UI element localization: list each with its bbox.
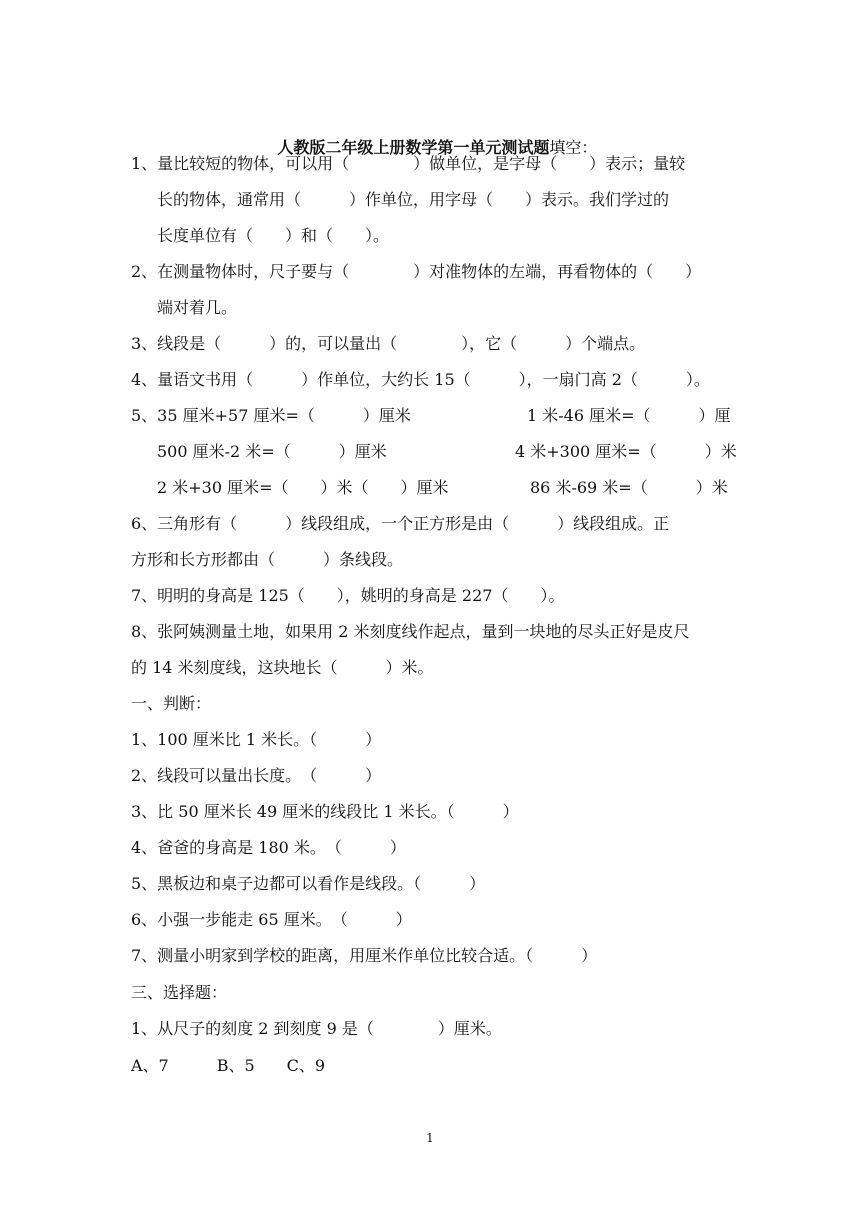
judge-item: 5、黑板边和桌子边都可以看作是线段。（ ） bbox=[131, 874, 486, 893]
calc-right: 86 米-69 米=（ ）米 bbox=[530, 478, 728, 497]
judge-item: 3、比 50 厘米长 49 厘米的线段比 1 米长。（ ） bbox=[131, 802, 519, 821]
judge-item: 1、100 厘米比 1 米长。（ ） bbox=[131, 730, 382, 749]
title-bold-text: 人教版二年级上册数学第一单元测试题 bbox=[277, 138, 550, 157]
question-line: 方形和长方形都由（ ）条线段。 bbox=[131, 550, 404, 569]
question-line: 6、三角形有（ ）线段组成，一个正方形是由（ ）线段组成。正 bbox=[131, 514, 670, 533]
judge-item: 7、测量小明家到学校的距离，用厘米作单位比较合适。（ ） bbox=[131, 946, 598, 965]
choice-options: A、7 B、5 C、9 bbox=[131, 1056, 326, 1075]
title-section-label: 填空： bbox=[549, 138, 598, 157]
calc-left: 2 米+30 厘米=（ ）米（ ）厘米 bbox=[157, 478, 449, 497]
calc-right: 4 米+300 厘米=（ ）米 bbox=[515, 442, 737, 461]
question-line: 的 14 米刻度线，这块地长（ ）米。 bbox=[131, 658, 434, 677]
question-line: 1、量比较短的物体，可以用（ ）做单位，是字母（ ）表示；量较 bbox=[131, 154, 686, 173]
calc-left: 5、35 厘米+57 厘米=（ ）厘米 bbox=[131, 406, 411, 425]
question-line: 2、在测量物体时，尺子要与（ ）对准物体的左端，再看物体的（ ） bbox=[131, 262, 702, 281]
question-line: 长度单位有（ ）和（ ）。 bbox=[157, 226, 390, 245]
page-number: 1 bbox=[426, 1131, 434, 1145]
question-line: 8、张阿姨测量土地，如果用 2 米刻度线作起点，量到一块地的尽头正好是皮尺 bbox=[131, 622, 690, 641]
choice-item: 1、从尺子的刻度 2 到刻度 9 是（ ）厘米。 bbox=[131, 1019, 502, 1038]
judge-item: 4、爸爸的身高是 180 米。 （ ） bbox=[131, 838, 406, 857]
calc-left: 500 厘米-2 米=（ ）厘米 bbox=[157, 442, 387, 461]
question-line: 7、明明的身高是 125（ ），姚明的身高是 227（ ）。 bbox=[131, 586, 565, 605]
question-line: 3、线段是（ ）的，可以量出（ ），它（ ）个端点。 bbox=[131, 334, 646, 353]
question-line: 4、量语文书用（ ）作单位，大约长 15（ ），一扇门高 2（ ）。 bbox=[131, 370, 710, 389]
calc-right: 1 米-46 厘米=（ ）厘 bbox=[527, 406, 731, 425]
section-heading-choice: 三、选择题： bbox=[131, 983, 228, 1002]
section-heading-judge: 一、判断： bbox=[131, 694, 212, 713]
judge-item: 2、线段可以量出长度。 （ ） bbox=[131, 766, 382, 785]
judge-item: 6、小强一步能走 65 厘米。 （ ） bbox=[131, 910, 412, 929]
question-line: 端对着几。 bbox=[157, 298, 238, 317]
question-line: 长的物体，通常用（ ）作单位，用字母（ ）表示。我们学过的 bbox=[157, 190, 670, 209]
